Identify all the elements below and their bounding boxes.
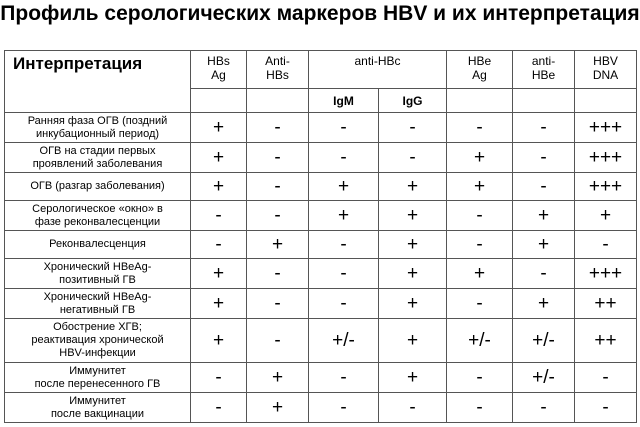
header-anti-hbc: anti-HBc xyxy=(309,51,447,89)
row-label: Серологическое «окно» в фазе реконвалесценции xyxy=(5,201,191,231)
cell-anti-hbs: + xyxy=(247,231,309,259)
cell-hbv-dna: +++ xyxy=(575,143,637,173)
cell-igg: - xyxy=(379,113,447,143)
cell-hbv-dna: +++ xyxy=(575,173,637,201)
cell-hbv-dna: - xyxy=(575,363,637,393)
cell-hbv-dna: ++ xyxy=(575,289,637,319)
cell-hbv-dna: ++ xyxy=(575,319,637,363)
table-row xyxy=(5,289,637,319)
header-igm: IgM xyxy=(309,89,379,113)
cell-hbeag: + xyxy=(447,143,513,173)
hbv-markers-table xyxy=(4,50,637,423)
header-hbsag: HBs Ag xyxy=(191,51,247,89)
cell-hbsag: - xyxy=(191,201,247,231)
header-hbeag: HBe Ag xyxy=(447,51,513,89)
cell-hbsag: - xyxy=(191,393,247,423)
cell-anti-hbs: - xyxy=(247,201,309,231)
row-label: Иммунитет после вакцинации xyxy=(5,393,191,423)
cell-igm: - xyxy=(309,231,379,259)
row-label: Хронический HBeAg- негативный ГВ xyxy=(5,289,191,319)
header-empty-anti-hbs xyxy=(247,89,309,113)
cell-igm: + xyxy=(309,173,379,201)
cell-igg: + xyxy=(379,201,447,231)
cell-igm: - xyxy=(309,113,379,143)
cell-igg: + xyxy=(379,319,447,363)
header-empty-anti-hbe xyxy=(513,89,575,113)
cell-igm: - xyxy=(309,259,379,289)
table-row xyxy=(5,363,637,393)
row-label: Хронический HBeAg- позитивный ГВ xyxy=(5,259,191,289)
cell-hbsag: + xyxy=(191,143,247,173)
cell-hbsag: + xyxy=(191,113,247,143)
cell-hbeag: +/- xyxy=(447,319,513,363)
cell-hbsag: + xyxy=(191,259,247,289)
header-interpretation: Интерпретация xyxy=(5,51,191,113)
cell-hbsag: + xyxy=(191,319,247,363)
cell-igg: - xyxy=(379,393,447,423)
cell-anti-hbe: - xyxy=(513,259,575,289)
cell-igm: - xyxy=(309,143,379,173)
cell-hbeag: + xyxy=(447,173,513,201)
cell-igm: +/- xyxy=(309,319,379,363)
cell-anti-hbe: - xyxy=(513,393,575,423)
header-anti-hbs: Anti- HBs xyxy=(247,51,309,89)
cell-igm: - xyxy=(309,363,379,393)
table-row xyxy=(5,259,637,289)
cell-anti-hbs: + xyxy=(247,363,309,393)
row-label: Обострение ХГВ; реактивация хронической HBV-инфекции xyxy=(5,319,191,363)
cell-igm: + xyxy=(309,201,379,231)
cell-igg: + xyxy=(379,289,447,319)
row-label: Иммунитет после перенесенного ГВ xyxy=(5,363,191,393)
header-empty-hbeag xyxy=(447,89,513,113)
cell-igg: + xyxy=(379,173,447,201)
cell-hbsag: + xyxy=(191,289,247,319)
cell-hbeag: - xyxy=(447,393,513,423)
cell-hbeag: - xyxy=(447,201,513,231)
cell-hbeag: - xyxy=(447,289,513,319)
cell-hbv-dna: +++ xyxy=(575,113,637,143)
cell-anti-hbe: + xyxy=(513,289,575,319)
table-row xyxy=(5,201,637,231)
table-row xyxy=(5,319,637,363)
header-empty-hbv-dna xyxy=(575,89,637,113)
cell-anti-hbs: - xyxy=(247,259,309,289)
cell-hbv-dna: +++ xyxy=(575,259,637,289)
cell-anti-hbe: - xyxy=(513,113,575,143)
cell-hbsag: - xyxy=(191,363,247,393)
cell-anti-hbs: - xyxy=(247,113,309,143)
header-hbv-dna: HBV DNA xyxy=(575,51,637,89)
cell-hbeag: + xyxy=(447,259,513,289)
cell-hbeag: - xyxy=(447,363,513,393)
cell-anti-hbe: - xyxy=(513,173,575,201)
cell-hbeag: - xyxy=(447,113,513,143)
cell-hbv-dna: + xyxy=(575,201,637,231)
cell-anti-hbs: - xyxy=(247,289,309,319)
cell-hbsag: + xyxy=(191,173,247,201)
table-row xyxy=(5,231,637,259)
cell-anti-hbe: + xyxy=(513,201,575,231)
cell-igm: - xyxy=(309,393,379,423)
header-row xyxy=(5,51,637,89)
cell-igg: + xyxy=(379,259,447,289)
table-row xyxy=(5,173,637,201)
cell-igg: - xyxy=(379,143,447,173)
cell-anti-hbs: - xyxy=(247,143,309,173)
cell-anti-hbs: + xyxy=(247,393,309,423)
cell-anti-hbe: + xyxy=(513,231,575,259)
page-title: Профиль серологических маркеров HBV и их интерпретация xyxy=(0,2,640,25)
cell-igg: + xyxy=(379,363,447,393)
cell-anti-hbe: - xyxy=(513,143,575,173)
row-label: Реконвалесценция xyxy=(5,231,191,259)
cell-anti-hbs: - xyxy=(247,173,309,201)
cell-anti-hbs: - xyxy=(247,319,309,363)
cell-anti-hbe: +/- xyxy=(513,319,575,363)
cell-hbeag: - xyxy=(447,231,513,259)
cell-hbv-dna: - xyxy=(575,231,637,259)
table-row xyxy=(5,393,637,423)
row-label: ОГВ на стадии первых проявлений заболевания xyxy=(5,143,191,173)
cell-igg: + xyxy=(379,231,447,259)
header-anti-hbe: anti- HBe xyxy=(513,51,575,89)
table-row xyxy=(5,113,637,143)
table-row xyxy=(5,143,637,173)
row-label: ОГВ (разгар заболевания) xyxy=(5,173,191,201)
header-igg: IgG xyxy=(379,89,447,113)
cell-anti-hbe: +/- xyxy=(513,363,575,393)
cell-igm: - xyxy=(309,289,379,319)
cell-hbv-dna: - xyxy=(575,393,637,423)
cell-hbsag: - xyxy=(191,231,247,259)
row-label: Ранняя фаза ОГВ (поздний инкубационный период) xyxy=(5,113,191,143)
header-empty-hbsag xyxy=(191,89,247,113)
